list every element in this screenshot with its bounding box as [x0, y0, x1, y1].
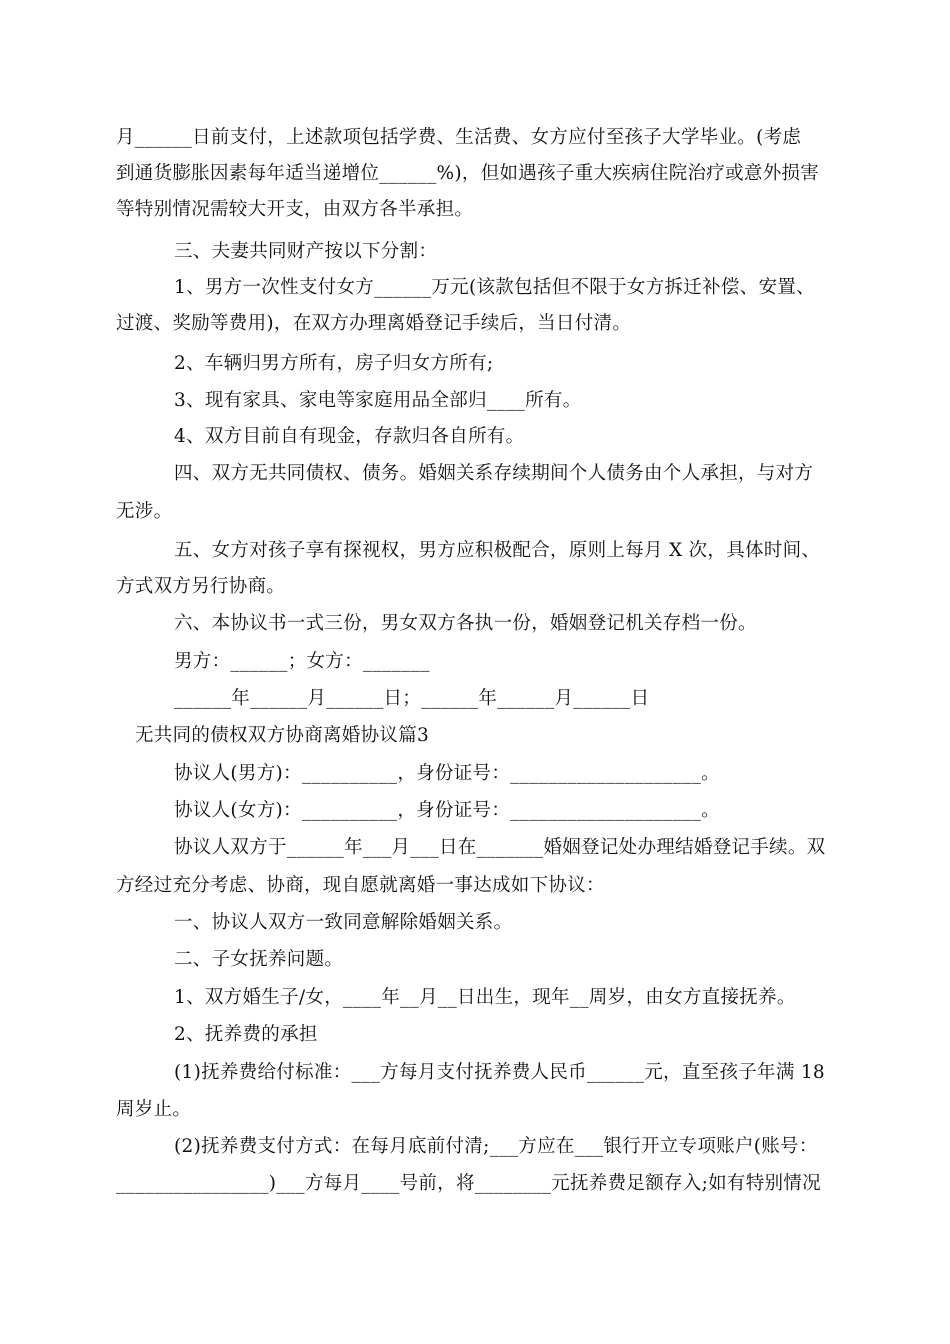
- text-line: ________________)___方每月____号前，将________元抚养费足额存入;如有特别情况: [116, 1173, 821, 1194]
- article-title: 无共同的债权双方协商离婚协议篇3: [135, 725, 430, 746]
- text-line: 2、车辆归男方所有，房子归女方所有;: [174, 353, 494, 374]
- text-line: 周岁止。: [116, 1099, 192, 1120]
- text-line: 无涉。: [116, 501, 173, 522]
- text-line: 过渡、奖励等费用)，在双方办理离婚登记手续后，当日付清。: [116, 313, 632, 334]
- section-heading: 二、子女抚养问题。: [174, 949, 344, 970]
- text-line: 3、现有家具、家电等家庭用品全部归____所有。: [174, 390, 582, 411]
- text-line: (1)抚养费给付标准：___方每月支付抚养费人民币______元，直至孩子年满 18: [174, 1062, 825, 1083]
- section-heading: 一、协议人双方一致同意解除婚姻关系。: [174, 912, 513, 933]
- section-heading: 三、夫妻共同财产按以下分割：: [174, 241, 438, 262]
- text-line: 1、男方一次性支付女方______万元(该款包括但不限于女方拆迁补偿、安置、: [174, 277, 815, 298]
- party-line: 协议人(男方)：__________，身份证号：____________________。: [174, 763, 720, 784]
- section-heading: 六、本协议书一式三份，男女双方各执一份，婚姻登记机关存档一份。: [174, 613, 757, 634]
- text-line: 方式双方另行协商。: [116, 576, 286, 597]
- text-line: 月______日前支付，上述款项包括学费、生活费、女方应付至孩子大学毕业。(考虑: [116, 127, 802, 148]
- text-line: 方经过充分考虑、协商，现自愿就离婚一事达成如下协议：: [116, 875, 605, 896]
- text-line: 等特别情况需较大开支，由双方各半承担。: [116, 199, 474, 220]
- section-heading: 四、双方无共同债权、债务。婚姻关系存续期间个人债务由个人承担，与对方: [174, 463, 814, 484]
- text-line: 到通货膨胀因素每年适当递增位______%)，但如遇孩子重大疾病住院治疗或意外损害: [116, 163, 820, 184]
- text-line: (2)抚养费支付方式：在每月底前付清;___方应在___银行开立专项账户(账号：: [174, 1136, 818, 1157]
- text-line: 1、双方婚生子/女，____年__月__日出生，现年__周岁，由女方直接抚养。: [174, 987, 796, 1008]
- signature-line: 男方：______；女方：_______: [174, 651, 430, 672]
- text-line: 协议人双方于______年___月___日在_______婚姻登记处办理结婚登记手续。双: [174, 837, 826, 858]
- text-line: 2、抚养费的承担: [174, 1024, 318, 1045]
- party-line: 协议人(女方)：__________，身份证号：____________________。: [174, 800, 720, 821]
- section-heading: 五、女方对孩子享有探视权，男方应积极配合，原则上每月 X 次，具体时间、: [174, 540, 821, 561]
- date-line: ______年______月______日；______年______月______日: [174, 688, 650, 709]
- text-line: 4、双方目前自有现金，存款归各自所有。: [174, 426, 525, 447]
